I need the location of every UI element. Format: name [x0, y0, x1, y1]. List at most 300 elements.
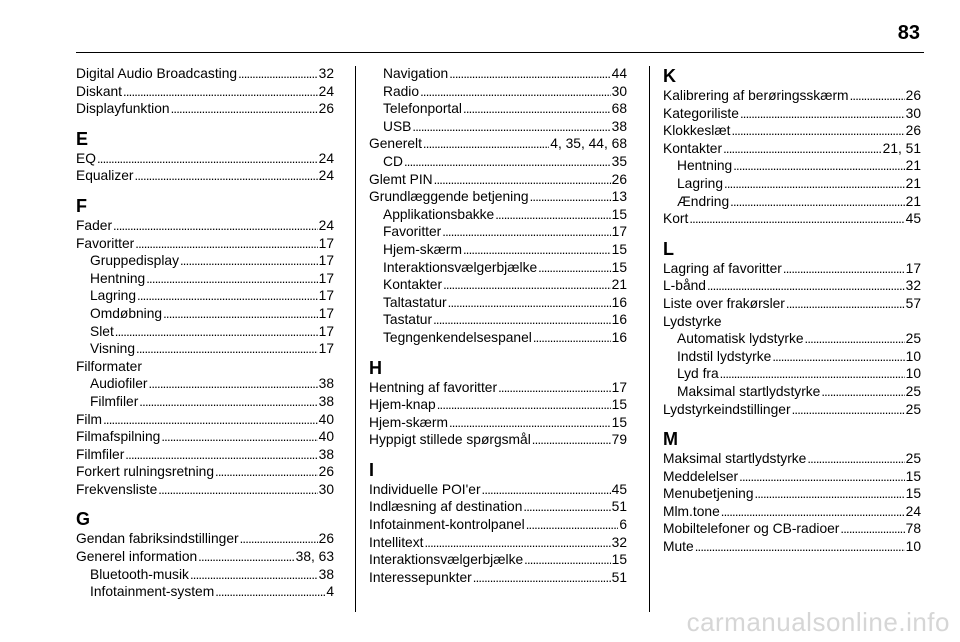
page-reference: 26 [905, 123, 921, 139]
section-letter: G [76, 509, 91, 530]
entry-term: Kategoriliste [663, 105, 739, 121]
index-entry [76, 150, 334, 168]
entry-term: Fader [76, 217, 113, 233]
index-entry [76, 83, 334, 101]
entry-term: Navigation [383, 66, 449, 81]
entry-term: Gruppedisplay [90, 253, 179, 269]
index-subentry [76, 393, 334, 411]
index-subentry [663, 365, 921, 383]
index-entry [663, 520, 921, 538]
index-entry [663, 140, 921, 158]
watermark: carmanualsonline.info [686, 607, 950, 637]
index-subentry [369, 83, 627, 101]
index-column-2 [369, 65, 627, 586]
page-reference: 17 [318, 305, 334, 321]
dot-leader [443, 276, 611, 294]
index-subentry [369, 294, 627, 312]
section-letter: H [369, 357, 382, 378]
page-reference: 13 [611, 189, 627, 205]
dot-leader [792, 401, 905, 419]
index-entry [369, 551, 627, 569]
column-divider [355, 66, 356, 612]
dot-leader [146, 270, 317, 288]
index-subentry [369, 276, 627, 294]
dot-leader [721, 503, 905, 521]
index-entry [76, 358, 334, 376]
entry-term: Frekvensliste [76, 481, 158, 497]
page-reference: 30 [611, 83, 627, 99]
index-subentry [663, 330, 921, 348]
page-reference: 51 [611, 499, 627, 515]
dot-leader [821, 383, 904, 401]
page-reference: 21 [905, 193, 921, 209]
index-entry [663, 450, 921, 468]
page-reference: 78 [905, 521, 921, 537]
dot-leader [783, 260, 905, 278]
dot-leader [113, 217, 318, 235]
entry-term: Grundlæggende betjening [369, 189, 529, 205]
index-entry [663, 468, 921, 486]
page-reference: 38 [611, 118, 627, 134]
index-subentry [369, 223, 627, 241]
index-entry [369, 396, 627, 414]
page-reference: 16 [611, 294, 627, 310]
page-reference: 24 [318, 150, 334, 166]
index-entry [663, 538, 921, 556]
dot-leader [532, 431, 611, 449]
dot-leader [448, 294, 611, 312]
dot-leader [523, 498, 610, 516]
entry-term: CD [383, 153, 403, 169]
entry-term: Indlæsning af destination [369, 499, 523, 515]
page-reference: 6 [619, 517, 627, 533]
entry-term: Lagring af favoritter [663, 260, 782, 276]
section-letter: I [369, 459, 375, 480]
page-reference: 15 [611, 206, 627, 222]
index-subentry [76, 287, 334, 305]
dot-leader [136, 340, 318, 358]
dot-leader [495, 206, 610, 224]
entry-term: Kontakter [663, 140, 723, 156]
dot-leader [433, 311, 611, 329]
index-entry [76, 463, 334, 481]
index-entry [76, 235, 334, 253]
entry-term: Displayfunktion [76, 101, 170, 117]
dot-leader [533, 329, 611, 347]
entry-term: Filformater [76, 358, 142, 374]
dot-leader [404, 153, 611, 171]
page-reference: 17 [318, 288, 334, 304]
entry-term: Menubetjening [663, 486, 754, 502]
dot-leader [412, 118, 610, 136]
entry-term: Mobiltelefoner og CB-radioer [663, 521, 840, 537]
page-reference: 24 [318, 168, 334, 184]
page-reference: 24 [905, 503, 921, 519]
page-reference: 17 [318, 253, 334, 269]
dot-leader [731, 122, 904, 140]
index-subentry [663, 193, 921, 211]
dot-leader [123, 83, 318, 101]
index-entry [369, 188, 627, 206]
page-reference: 38 [318, 376, 334, 392]
page-reference: 15 [611, 397, 627, 413]
entry-term: Lydstyrke [663, 313, 722, 329]
entry-term: Audiofiler [90, 376, 148, 392]
dot-leader [97, 150, 318, 168]
page-reference: 21, 51 [882, 140, 921, 156]
dot-leader [723, 140, 882, 158]
dot-leader [215, 583, 325, 601]
dot-leader [135, 235, 317, 253]
page-reference: 44 [611, 66, 627, 81]
entry-term: Infotainment-system [90, 584, 215, 600]
dot-leader [526, 516, 619, 534]
section-letter: L [663, 238, 674, 259]
index-column-3 [663, 65, 921, 556]
entry-term: Automatisk lydstyrke [677, 331, 804, 347]
entry-term: Favoritter [383, 224, 442, 240]
index-subentry [369, 329, 627, 347]
index-entry [369, 171, 627, 189]
index-entry [76, 65, 334, 83]
index-entry [663, 295, 921, 313]
page-reference: 15 [905, 468, 921, 484]
dot-leader [473, 569, 611, 587]
page-reference: 10 [905, 348, 921, 364]
entry-term: Hjem-skærm [369, 414, 448, 430]
dot-leader [755, 485, 905, 503]
page-number: 83 [897, 22, 920, 44]
index-entry [663, 401, 921, 419]
index-entry [369, 414, 627, 432]
index-entry [369, 534, 627, 552]
dot-leader [707, 277, 905, 295]
dot-leader [137, 287, 318, 305]
entry-term: Diskant [76, 83, 123, 99]
page-reference: 38 [318, 393, 334, 409]
index-entry [76, 411, 334, 429]
index-entry [369, 498, 627, 516]
entry-term: Klokkeslæt [663, 123, 731, 139]
dot-leader [689, 210, 904, 228]
page-reference: 57 [905, 295, 921, 311]
index-subentry [663, 383, 921, 401]
entry-term: Lyd fra [677, 366, 719, 382]
index-entry [369, 379, 627, 397]
page-reference: 40 [318, 411, 334, 427]
dot-leader [423, 135, 549, 153]
dot-leader [180, 252, 318, 270]
page-reference: 79 [611, 432, 627, 448]
page-reference: 17 [318, 270, 334, 286]
page-reference: 17 [905, 260, 921, 276]
dot-leader [158, 481, 317, 499]
index-subentry [663, 348, 921, 366]
dot-leader [125, 446, 317, 464]
entry-term: Kalibrering af berøringsskærm [663, 88, 849, 103]
page-reference: 4, 35, 44, 68 [550, 136, 627, 152]
index-entry [76, 446, 334, 464]
dot-leader [198, 548, 294, 566]
index-entry [369, 431, 627, 449]
entry-term: Mlm.tone [663, 503, 720, 519]
index-subentry [76, 252, 334, 270]
page-reference: 17 [318, 235, 334, 251]
dot-leader [805, 330, 905, 348]
page-reference: 25 [905, 401, 921, 417]
entry-term: Omdøbning [90, 305, 163, 321]
dot-leader [449, 65, 610, 83]
index-subentry [369, 206, 627, 224]
entry-term: Hentning af favoritter [369, 379, 498, 395]
page-reference: 24 [318, 83, 334, 99]
entry-term: Indstil lydstyrke [677, 348, 772, 364]
dot-leader [171, 100, 318, 118]
index-entry [663, 105, 921, 123]
index-entry [663, 485, 921, 503]
index-subentry [663, 157, 921, 175]
dot-leader [524, 551, 611, 569]
page-reference: 30 [318, 481, 334, 497]
dot-leader [807, 450, 904, 468]
entry-term: Maksimal startlydstyrke [677, 383, 821, 399]
page-reference: 24 [318, 217, 334, 233]
index-subentry [76, 566, 334, 584]
dot-leader [437, 396, 611, 414]
index-entry [369, 516, 627, 534]
entry-term: Hentning [90, 270, 146, 286]
page-reference: 32 [905, 278, 921, 294]
dot-leader [449, 414, 611, 432]
dot-leader [530, 188, 611, 206]
page-reference: 26 [611, 171, 627, 187]
dot-leader [786, 295, 905, 313]
entry-term: Individuelle POI'er [369, 481, 481, 497]
entry-term: Kort [663, 211, 689, 227]
index-entry [369, 481, 627, 499]
page-reference: 35 [611, 153, 627, 169]
entry-term: Taltastatur [383, 294, 447, 310]
entry-term: Generelt [369, 136, 422, 152]
index-entry [663, 87, 921, 105]
index-subentry [76, 305, 334, 323]
page-reference: 15 [611, 552, 627, 568]
dot-leader [240, 530, 318, 548]
dot-leader [161, 428, 317, 446]
index-subentry [76, 270, 334, 288]
dot-leader [482, 481, 611, 499]
entry-term: Favoritter [76, 235, 135, 251]
dot-leader [840, 520, 904, 538]
index-entry [663, 210, 921, 228]
entry-term: Tegngenkendelsespanel [383, 329, 532, 345]
entry-term: Mute [663, 539, 694, 555]
index-subentry [76, 375, 334, 393]
page-reference: 38 [318, 566, 334, 582]
dot-leader [215, 463, 318, 481]
dot-leader [238, 65, 318, 83]
dot-leader [733, 157, 904, 175]
page-reference: 15 [611, 259, 627, 275]
dot-leader [498, 379, 611, 397]
index-entry [76, 548, 334, 566]
entry-term: Applikationsbakke [383, 206, 495, 222]
entry-term: Visning [90, 341, 136, 357]
index-subentry [369, 118, 627, 136]
entry-term: Liste over frakørsler [663, 295, 785, 311]
header-rule [76, 52, 924, 53]
page-reference: 51 [611, 569, 627, 585]
dot-leader [139, 393, 317, 411]
page-reference: 17 [611, 224, 627, 240]
page-reference: 21 [905, 175, 921, 191]
entry-term: Maksimal startlydstyrke [663, 451, 807, 467]
entry-term: Meddelelser [663, 468, 739, 484]
entry-term: Telefonportal [383, 101, 463, 117]
dot-leader [463, 100, 611, 118]
entry-term: Gendan fabriksindstillinger [76, 531, 239, 547]
entry-term: Film [76, 411, 103, 427]
dot-leader [190, 566, 318, 584]
page-reference: 68 [611, 101, 627, 117]
dot-leader [115, 323, 318, 341]
index-entry [663, 277, 921, 295]
dot-leader [135, 167, 318, 185]
page-reference: 26 [905, 88, 921, 103]
dot-leader [163, 305, 318, 323]
page-reference: 4 [326, 584, 334, 600]
page-reference: 17 [318, 323, 334, 339]
entry-term: Kontakter [383, 277, 443, 293]
page-reference: 32 [611, 534, 627, 550]
dot-leader [720, 365, 905, 383]
entry-term: Radio [383, 83, 420, 99]
dot-leader [463, 241, 611, 259]
index-column-1 [76, 65, 334, 601]
dot-leader [538, 259, 611, 277]
page-reference: 15 [611, 414, 627, 430]
dot-leader [739, 468, 904, 486]
section-letter: M [663, 429, 678, 450]
index-subentry [76, 583, 334, 601]
page-reference: 40 [318, 429, 334, 445]
page-reference: 21 [905, 158, 921, 174]
page-reference: 26 [318, 101, 334, 117]
entry-term: Generel information [76, 549, 198, 565]
dot-leader [424, 534, 610, 552]
page-reference: 16 [611, 329, 627, 345]
dot-leader [420, 83, 611, 101]
section-letter: E [76, 128, 89, 149]
entry-term: Infotainment-kontrolpanel [369, 517, 525, 533]
index-subentry [76, 340, 334, 358]
page-reference: 10 [905, 539, 921, 555]
index-subentry [369, 153, 627, 171]
entry-term: Lagring [90, 288, 137, 304]
page-reference: 17 [318, 341, 334, 357]
page-reference: 38 [318, 446, 334, 462]
page-reference: 32 [318, 66, 334, 81]
page-reference: 25 [905, 451, 921, 467]
entry-term: Lydstyrkeindstillinger [663, 401, 791, 417]
index-entry [76, 530, 334, 548]
index-entry [663, 503, 921, 521]
index-entry [663, 260, 921, 278]
index-entry [76, 481, 334, 499]
index-entry [663, 122, 921, 140]
entry-term: Ændring [677, 193, 730, 209]
entry-term: Tastatur [383, 312, 433, 328]
entry-term: Equalizer [76, 168, 134, 184]
index-entry [76, 217, 334, 235]
dot-leader [850, 87, 905, 105]
dot-leader [724, 175, 905, 193]
entry-term: EQ [76, 150, 96, 166]
page-reference: 15 [905, 486, 921, 502]
index-entry [369, 135, 627, 153]
index-entry [76, 428, 334, 446]
page-reference: 15 [611, 241, 627, 257]
index-subentry [76, 323, 334, 341]
column-divider [649, 66, 650, 612]
entry-term: Glemt PIN [369, 171, 433, 187]
entry-term: Bluetooth-musik [90, 566, 189, 582]
entry-term: Hentning [677, 158, 733, 174]
index-entry [369, 569, 627, 587]
page-reference: 10 [905, 366, 921, 382]
entry-term: Hjem-knap [369, 397, 436, 413]
index-subentry [369, 259, 627, 277]
entry-term: Interaktionsvælgerbjælke [383, 259, 538, 275]
entry-term: Slet [90, 323, 114, 339]
dot-leader [730, 193, 904, 211]
entry-term: Intellitext [369, 534, 424, 550]
page-reference: 45 [611, 481, 627, 497]
section-letter: K [663, 66, 676, 86]
entry-term: Forkert rulningsretning [76, 464, 215, 480]
page-reference: 45 [905, 211, 921, 227]
index-entry [76, 167, 334, 185]
section-letter: F [76, 195, 87, 216]
dot-leader [103, 411, 318, 429]
dot-leader [772, 348, 904, 366]
index-subentry [369, 241, 627, 259]
page-reference: 30 [905, 105, 921, 121]
entry-term: Hyppigt stillede spørgsmål [369, 432, 531, 448]
dot-leader [434, 171, 611, 189]
dot-leader [149, 375, 318, 393]
entry-term: Filmfiler [76, 446, 125, 462]
entry-term: USB [383, 118, 412, 134]
dot-leader [442, 223, 610, 241]
index-subentry [663, 175, 921, 193]
entry-term: L-bånd [663, 278, 706, 294]
page-reference: 21 [611, 277, 627, 293]
entry-term: Interessepunkter [369, 569, 472, 585]
index-subentry [369, 100, 627, 118]
page-reference: 25 [905, 383, 921, 399]
page-reference: 38, 63 [295, 549, 334, 565]
index-subentry [369, 65, 627, 83]
entry-term: Filmfiler [90, 393, 139, 409]
page-reference: 16 [611, 312, 627, 328]
entry-term: Hjem-skærm [383, 241, 462, 257]
dot-leader [740, 105, 905, 123]
entry-term: Filmafspilning [76, 429, 161, 445]
page-reference: 26 [318, 531, 334, 547]
index-subentry [369, 311, 627, 329]
index-entry [76, 100, 334, 118]
